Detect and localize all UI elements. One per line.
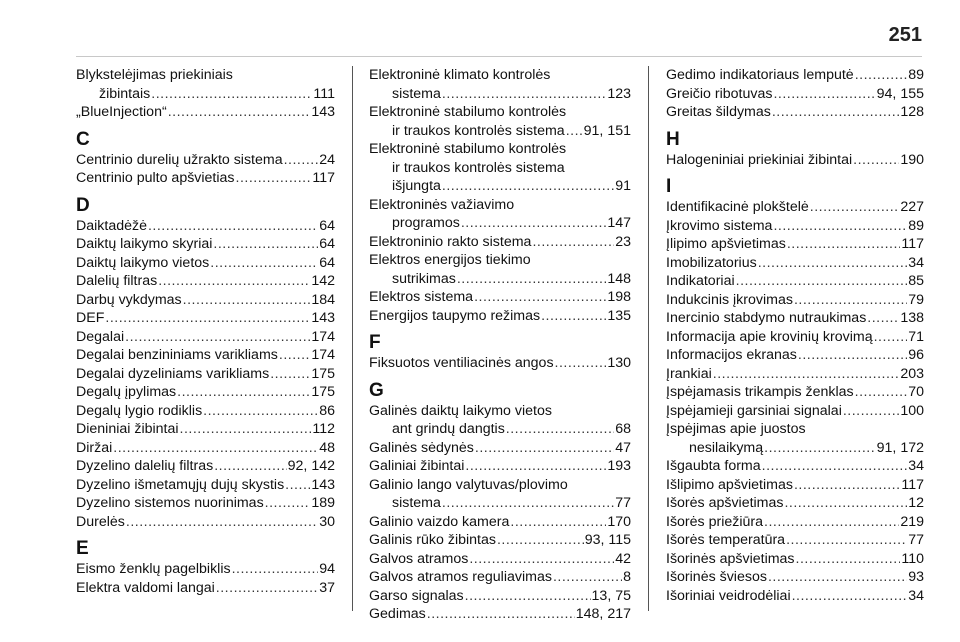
index-entry	[76, 103, 335, 122]
index-page-ref[interactable]: 68	[615, 421, 631, 437]
dot-leader	[532, 233, 614, 252]
index-page-ref[interactable]: 148, 217	[575, 606, 631, 622]
index-section-letter: I	[666, 176, 672, 197]
index-entry-heading: Įspėjimas apie juostos	[666, 421, 806, 437]
dot-leader	[736, 272, 908, 291]
dot-leader	[843, 402, 899, 421]
index-page-ref[interactable]: 138	[900, 310, 924, 326]
dot-leader	[773, 85, 875, 104]
index-page-ref[interactable]: 112	[312, 421, 335, 437]
index-term: Indikatoriai	[666, 273, 735, 289]
index-term: Elektra valdomi langai	[76, 579, 215, 596]
index-entry	[369, 177, 631, 196]
index-page-ref[interactable]: 219	[900, 513, 924, 530]
index-page-ref[interactable]: 189	[311, 495, 335, 511]
index-term: Inercinio stabdymo nutraukimas	[666, 310, 867, 326]
index-entry	[666, 85, 924, 104]
index-page-ref[interactable]: 184	[311, 291, 335, 308]
index-entry	[666, 254, 924, 273]
index-entry	[76, 476, 335, 495]
index-entry	[76, 291, 335, 310]
index-entry	[369, 568, 631, 587]
index-page-ref[interactable]: 77	[908, 532, 924, 548]
index-term: Darbų vykdymas	[76, 291, 182, 308]
index-page-ref[interactable]: 170	[607, 513, 631, 530]
index-entry	[369, 214, 631, 233]
index-entry	[666, 402, 924, 421]
index-term: Galinis rūko žibintas	[369, 532, 496, 548]
dot-leader	[168, 103, 311, 122]
index-term: Išoriniai veidrodėliai	[666, 587, 791, 604]
index-term: Centrinio pulto apšvietias	[76, 170, 235, 186]
index-term: Įrankiai	[666, 365, 712, 382]
index-entry	[76, 457, 335, 476]
index-page-ref[interactable]: 100	[900, 402, 924, 419]
index-term: Dyzelino sistemos nuorinimas	[76, 495, 264, 511]
index-page-ref[interactable]: 190	[900, 151, 924, 168]
dot-leader	[442, 494, 614, 513]
index-entry	[666, 587, 924, 606]
index-entry	[666, 439, 924, 458]
dot-leader	[461, 214, 607, 233]
index-term: Gedimas	[369, 606, 426, 622]
dot-leader	[510, 513, 606, 532]
header-rule	[76, 56, 922, 57]
index-page-ref[interactable]: 94	[319, 561, 335, 577]
index-page-ref[interactable]: 117	[312, 170, 335, 186]
index-entry	[666, 291, 924, 310]
index-term: Išorinės apšvietimas	[666, 550, 795, 567]
index-entry-heading: ir traukos kontrolės sistema	[392, 159, 565, 176]
index-term: nesilaikymą	[689, 439, 764, 456]
index-column-3	[666, 66, 924, 605]
index-term: sistema	[392, 495, 441, 511]
index-term: Išorės temperatūra	[666, 532, 786, 548]
index-page-ref[interactable]: 227	[900, 199, 924, 215]
index-section-letter: H	[666, 128, 680, 150]
column-divider	[648, 66, 649, 611]
index-entry	[666, 346, 924, 365]
dot-leader	[713, 365, 900, 384]
index-term: sutrikimas	[392, 270, 456, 287]
index-page-ref[interactable]: 128	[900, 104, 924, 120]
index-page-ref[interactable]: 175	[311, 365, 335, 382]
index-entry	[369, 270, 631, 289]
dot-leader	[427, 605, 575, 624]
index-page-ref[interactable]: 12	[908, 495, 924, 511]
dot-leader	[183, 291, 311, 310]
index-entry	[76, 328, 335, 347]
index-entry	[76, 217, 335, 236]
index-page-ref[interactable]: 117	[901, 236, 924, 252]
index-entry	[76, 169, 335, 188]
index-term: Galvos atramos	[369, 550, 469, 567]
dot-leader	[148, 217, 318, 236]
dot-leader	[855, 66, 908, 85]
dot-leader	[566, 122, 583, 141]
index-column-1	[76, 66, 335, 597]
index-page-ref[interactable]: 48	[319, 439, 335, 456]
index-term: Dieniniai žibintai	[76, 421, 179, 437]
dot-leader	[794, 476, 900, 495]
index-page-ref[interactable]: 110	[901, 550, 924, 567]
dot-leader	[764, 439, 876, 458]
column-divider	[352, 66, 353, 611]
index-term: „BlueInjection“	[76, 104, 167, 120]
index-term: Galinės sėdynės	[369, 439, 474, 456]
index-term: Centrinio durelių užrakto sistema	[76, 151, 283, 168]
index-entry	[76, 439, 335, 458]
index-page-ref[interactable]: 92, 142	[287, 458, 335, 474]
index-page-ref[interactable]: 42	[615, 550, 631, 567]
index-page-ref[interactable]: 23	[615, 233, 631, 250]
index-term: Išlipimo apšvietimas	[666, 476, 793, 493]
index-page-ref[interactable]: 91, 172	[876, 439, 924, 456]
dot-leader	[853, 151, 899, 170]
index-term: Eismo ženklų pagelbiklis	[76, 561, 231, 577]
index-entry	[76, 402, 335, 421]
index-term: Imobilizatorius	[666, 254, 757, 271]
index-entry	[76, 420, 335, 439]
dot-leader	[796, 550, 901, 569]
index-term: Daiktų laikymo vietos	[76, 254, 210, 271]
index-page-ref[interactable]: 89	[908, 67, 924, 83]
dot-leader	[177, 383, 310, 402]
dot-leader	[210, 254, 318, 273]
dot-leader	[265, 494, 311, 513]
index-page-ref[interactable]: 85	[908, 273, 924, 289]
index-entry	[369, 587, 631, 606]
index-term: Įspėjamieji garsiniai signalai	[666, 402, 842, 419]
index-entry-heading: Elektroninė klimato kontrolės	[369, 67, 551, 83]
index-term: Degalų lygio rodiklis	[76, 402, 203, 419]
index-entry	[666, 476, 924, 495]
index-page-ref[interactable]: 174	[311, 347, 335, 363]
index-term: DEF	[76, 310, 105, 326]
dot-leader	[465, 587, 591, 606]
index-term: Indukcinis įkrovimas	[666, 291, 793, 308]
index-page-ref[interactable]: 203	[900, 365, 924, 382]
index-page-ref[interactable]: 71	[908, 328, 924, 345]
index-entry-heading: Elektroninė stabilumo kontrolės	[369, 104, 567, 120]
index-entry	[369, 288, 631, 307]
dot-leader	[792, 587, 908, 606]
index-term: išjungta	[392, 178, 441, 194]
index-entry	[76, 513, 335, 532]
index-page-ref[interactable]: 111	[313, 85, 335, 102]
index-term: Elektroninio rakto sistema	[369, 233, 532, 250]
index-entry-heading: Elektros energijos tiekimo	[369, 252, 531, 268]
dot-leader	[105, 309, 310, 328]
index-page-ref[interactable]: 77	[615, 495, 631, 511]
index-entry	[666, 568, 924, 587]
index-entry	[369, 233, 631, 252]
index-entry	[369, 513, 631, 532]
dot-leader	[772, 103, 899, 122]
index-page-ref[interactable]: 198	[607, 289, 631, 305]
index-term: Išorės apšvietimas	[666, 495, 784, 511]
index-page-ref[interactable]: 143	[311, 104, 335, 120]
dot-leader	[442, 85, 606, 104]
index-entry	[369, 457, 631, 476]
index-term: Gedimo indikatoriaus lemputė	[666, 67, 854, 83]
index-page-ref[interactable]: 193	[607, 458, 631, 474]
dot-leader	[798, 346, 907, 365]
index-term: Identifikacinė plokštelė	[666, 199, 809, 215]
index-page-ref[interactable]: 123	[607, 85, 631, 102]
index-page-ref[interactable]: 64	[319, 217, 335, 234]
dot-leader	[506, 420, 614, 439]
index-entry	[666, 151, 924, 170]
index-page-ref[interactable]: 64	[319, 236, 335, 252]
index-entry	[666, 513, 924, 532]
dot-leader	[180, 420, 312, 439]
index-page-ref[interactable]: 34	[908, 587, 924, 604]
index-entry	[76, 560, 335, 579]
index-term: Daiktų laikymo skyriai	[76, 236, 213, 252]
dot-leader	[787, 235, 901, 254]
index-term: Išorinės šviesos	[666, 569, 767, 585]
dot-leader	[151, 85, 312, 104]
index-term: ir traukos kontrolės sistema	[392, 122, 565, 139]
dot-leader	[475, 439, 614, 458]
dot-leader	[794, 291, 907, 310]
index-entry	[666, 103, 924, 122]
index-page-ref[interactable]: 79	[908, 291, 924, 308]
index-entry	[369, 494, 631, 513]
index-page-ref[interactable]: 175	[311, 384, 335, 400]
index-entry	[666, 272, 924, 291]
dot-leader	[158, 272, 310, 291]
index-entry	[666, 365, 924, 384]
index-term: Degalai dyzeliniams varikliams	[76, 365, 270, 382]
index-term: Išorės priežiūra	[666, 513, 763, 530]
index-term: Įkrovimo sistema	[666, 217, 773, 234]
index-page-ref[interactable]: 34	[908, 254, 924, 271]
index-entry	[76, 151, 335, 170]
dot-leader	[457, 270, 606, 289]
index-term: Diržai	[76, 439, 113, 456]
index-term: Dalelių filtras	[76, 273, 158, 289]
index-term: Degalų įpylimas	[76, 384, 177, 400]
dot-leader	[784, 494, 907, 513]
dot-leader	[214, 457, 286, 476]
index-entry	[76, 85, 335, 104]
index-entry	[369, 420, 631, 439]
index-entry	[666, 198, 924, 217]
index-entry	[369, 439, 631, 458]
index-section-letter: G	[369, 379, 384, 401]
index-page-ref[interactable]: 148	[607, 270, 631, 287]
index-page-ref[interactable]: 93	[908, 569, 924, 585]
index-entry	[76, 383, 335, 402]
index-entry	[76, 272, 335, 291]
index-page-ref[interactable]: 86	[319, 402, 335, 419]
index-term: Greičio ribotuvas	[666, 85, 773, 102]
index-entry	[666, 217, 924, 236]
dot-leader	[270, 365, 310, 384]
dot-leader	[874, 328, 908, 347]
index-term: programos	[392, 215, 460, 231]
dot-leader	[279, 346, 310, 365]
dot-leader	[786, 531, 907, 550]
index-term: ant grindų dangtis	[392, 421, 505, 437]
index-page-ref[interactable]: 143	[311, 310, 335, 326]
index-page-ref[interactable]: 130	[607, 355, 631, 371]
index-page-ref[interactable]: 143	[311, 476, 335, 493]
index-page-ref[interactable]: 147	[607, 215, 631, 231]
index-entry	[369, 85, 631, 104]
index-term: Galinio vaizdo kamera	[369, 513, 510, 530]
dot-leader	[553, 568, 622, 587]
index-page-ref[interactable]: 91	[615, 178, 631, 194]
index-page-ref[interactable]: 142	[311, 273, 335, 289]
index-entry	[666, 550, 924, 569]
index-entry	[666, 66, 924, 85]
index-term: Daiktadėžė	[76, 217, 147, 234]
index-section-letter: E	[76, 538, 89, 559]
index-term: Informacijos ekranas	[666, 347, 797, 363]
index-term: sistema	[392, 85, 441, 102]
dot-leader	[469, 550, 614, 569]
index-page-ref[interactable]: 34	[908, 458, 924, 474]
index-entry	[76, 254, 335, 273]
index-entry	[76, 494, 335, 513]
dot-leader	[764, 513, 899, 532]
index-page-ref[interactable]: 30	[319, 513, 335, 530]
index-page-ref[interactable]: 117	[901, 476, 924, 493]
index-page-ref[interactable]: 64	[319, 254, 335, 271]
index-section-letter: D	[76, 194, 90, 216]
index-entry	[76, 309, 335, 328]
index-section-letter: F	[369, 332, 381, 353]
index-entry	[666, 235, 924, 254]
index-entry-heading: Galinės daiktų laikymo vietos	[369, 402, 552, 419]
index-column-2	[369, 66, 631, 624]
index-page-ref[interactable]: 89	[908, 217, 924, 234]
index-term: Durelės	[76, 513, 125, 530]
index-term: žibintais	[99, 85, 151, 102]
index-entry	[369, 354, 631, 373]
dot-leader	[213, 235, 318, 254]
index-term: Įspėjamasis trikampis ženklas	[666, 384, 854, 400]
dot-leader	[762, 457, 908, 476]
dot-leader	[285, 476, 310, 495]
index-entry	[76, 365, 335, 384]
dot-leader	[768, 568, 907, 587]
index-entry-heading: Blykstelėjimas priekiniais	[76, 67, 233, 83]
index-term: Garso signalas	[369, 587, 464, 604]
index-entry	[369, 307, 631, 326]
index-entry	[76, 346, 335, 365]
index-entry	[369, 122, 631, 141]
index-page-ref[interactable]: 93, 115	[584, 532, 631, 548]
index-entry	[666, 457, 924, 476]
index-entry	[666, 383, 924, 402]
index-page-ref[interactable]: 8	[623, 569, 631, 585]
index-page-ref[interactable]: 70	[908, 384, 924, 400]
index-term: Išgaubta forma	[666, 458, 761, 474]
index-term: Energijos taupymo režimas	[369, 307, 541, 324]
index-page-ref[interactable]: 135	[607, 307, 631, 324]
index-page-ref[interactable]: 24	[319, 151, 335, 168]
index-term: Fiksuotos ventiliacinės angos	[369, 355, 554, 371]
dot-leader	[125, 328, 310, 347]
dot-leader	[216, 579, 318, 598]
index-page-ref[interactable]: 37	[319, 579, 335, 596]
dot-leader	[474, 288, 606, 307]
dot-leader	[465, 457, 606, 476]
dot-leader	[555, 354, 607, 373]
dot-leader	[497, 531, 584, 550]
index-entry	[666, 531, 924, 550]
dot-leader	[810, 198, 900, 217]
index-term: Halogeniniai priekiniai žibintai	[666, 151, 853, 168]
index-entry	[369, 550, 631, 569]
index-entry	[369, 531, 631, 550]
dot-leader	[758, 254, 908, 273]
index-entry-heading: Elektroninės važiavimo	[369, 196, 515, 213]
index-entry	[76, 235, 335, 254]
index-term: Degalai	[76, 328, 125, 345]
dot-leader	[855, 383, 908, 402]
index-entry	[666, 309, 924, 328]
dot-leader	[113, 439, 318, 458]
dot-leader	[284, 151, 319, 170]
index-entry	[666, 328, 924, 347]
dot-leader	[867, 309, 899, 328]
index-term: Informacija apie krovinių krovimą	[666, 328, 873, 345]
dot-leader	[236, 169, 312, 188]
index-term: Galiniai žibintai	[369, 458, 465, 474]
index-page-ref[interactable]: 174	[311, 328, 335, 345]
dot-leader	[232, 560, 319, 579]
index-entry	[76, 579, 335, 598]
index-term: Dyzelino išmetamųjų dujų skystis	[76, 476, 285, 493]
index-term: Degalai benzininiams varikliams	[76, 347, 278, 363]
index-term: Įlipimo apšvietimas	[666, 236, 786, 252]
dot-leader	[773, 217, 907, 236]
index-page-ref[interactable]: 13, 75	[591, 587, 631, 604]
index-page-ref[interactable]: 96	[908, 347, 924, 363]
dot-leader	[203, 402, 318, 421]
index-entry-heading: Galinio lango valytuvas/plovimo	[369, 476, 568, 493]
index-page-ref[interactable]: 47	[615, 439, 631, 456]
dot-leader	[126, 513, 318, 532]
index-entry	[369, 605, 631, 624]
page-number: 251	[888, 24, 922, 46]
index-term: Galvos atramos reguliavimas	[369, 569, 552, 585]
dot-leader	[442, 177, 614, 196]
dot-leader	[541, 307, 606, 326]
index-term: Dyzelino dalelių filtras	[76, 458, 214, 474]
index-section-letter: C	[76, 128, 90, 150]
index-entry	[666, 494, 924, 513]
index-page-ref[interactable]: 91, 151	[583, 122, 631, 139]
index-page-ref[interactable]: 94, 155	[876, 85, 924, 102]
index-term: Elektros sistema	[369, 289, 474, 305]
index-entry-heading: Elektroninė stabilumo kontrolės	[369, 141, 567, 157]
index-term: Greitas šildymas	[666, 104, 771, 120]
